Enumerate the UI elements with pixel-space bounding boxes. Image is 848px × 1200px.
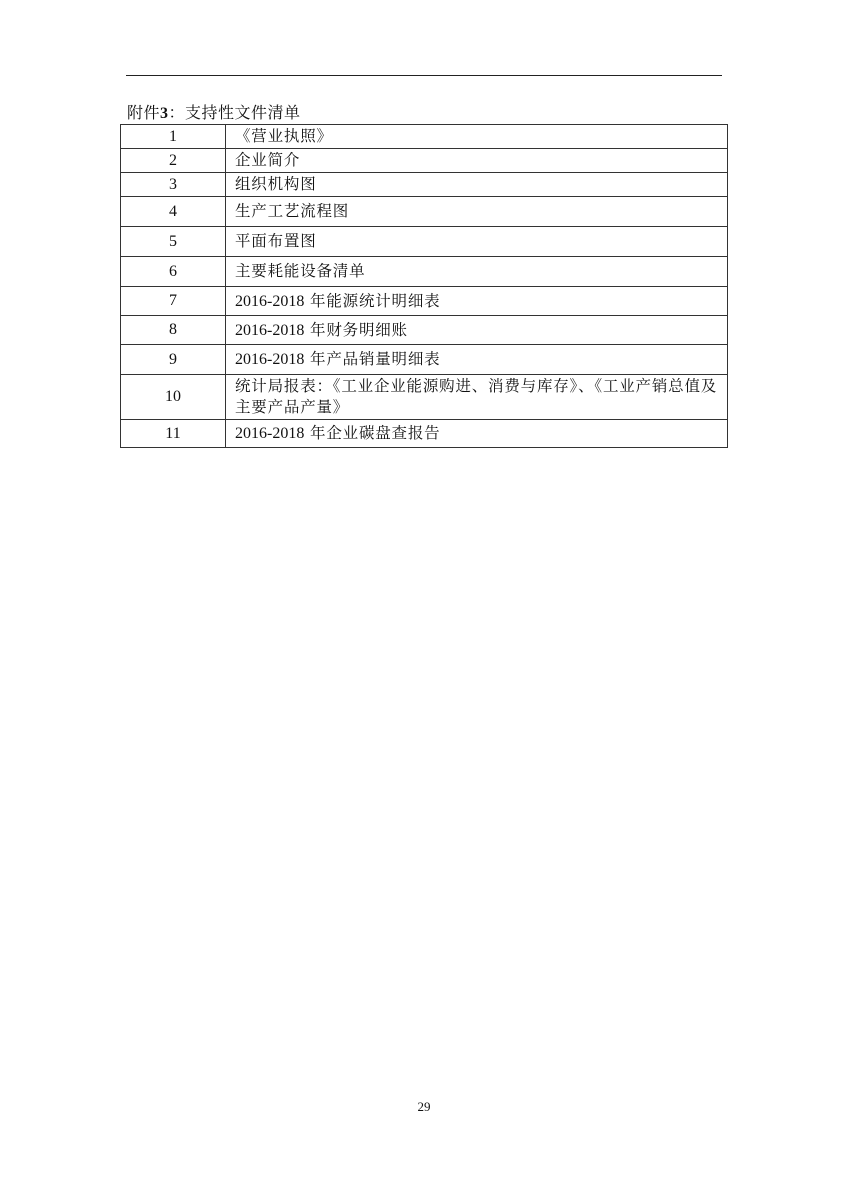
document-name (226, 375, 728, 420)
document-years: 2016-2018 (235, 321, 305, 339)
table-row (121, 173, 728, 197)
row-number: 5 (121, 227, 226, 257)
table-row (121, 345, 728, 375)
document-name-text: 生产工艺流程图 (235, 202, 350, 220)
document-name-text: 主要耗能设备清单 (235, 262, 366, 280)
table-row (121, 287, 728, 316)
document-name (226, 345, 728, 375)
document-years: 2016-2018 (235, 292, 305, 310)
table-row (121, 227, 728, 257)
row-number: 2 (121, 149, 226, 173)
document-name-text: 企业简介 (235, 151, 301, 169)
row-number: 3 (121, 173, 226, 197)
document-name (226, 257, 728, 287)
document-name-text: 平面布置图 (235, 232, 317, 250)
document-name (226, 316, 728, 345)
attachment-prefix: 附件 (127, 103, 161, 122)
header-rule (126, 75, 722, 76)
document-name-text: 《营业执照》 (235, 127, 333, 145)
document-name (226, 149, 728, 173)
document-name-text: 年企业碳盘查报告 (304, 424, 441, 442)
table-row (121, 197, 728, 227)
row-number: 10 (121, 375, 226, 420)
document-name (226, 197, 728, 227)
page-number: 29 (417, 1099, 431, 1114)
document-name (226, 173, 728, 197)
document-name (226, 420, 728, 448)
attachment-title (127, 103, 301, 124)
document-name (226, 125, 728, 149)
document-name (226, 287, 728, 316)
document-table (120, 124, 728, 448)
table-row (121, 257, 728, 287)
attachment-title-text: ：支持性文件清单 (168, 103, 301, 122)
row-number: 4 (121, 197, 226, 227)
document-name-text: 统计局报表：《工业企业能源购进、消费与库存》、《工业产销总值及主要产品产量》 (235, 377, 718, 416)
table-row (121, 316, 728, 345)
table-row (121, 375, 728, 420)
document-name (226, 227, 728, 257)
document-name-text: 年财务明细账 (304, 320, 408, 339)
document-years: 2016-2018 (235, 425, 305, 442)
row-number: 8 (121, 316, 226, 345)
document-name-text: 年能源统计明细表 (304, 291, 441, 310)
table-row (121, 125, 728, 149)
row-number: 1 (121, 125, 226, 149)
row-number: 11 (121, 420, 226, 448)
row-number: 6 (121, 257, 226, 287)
table-row (121, 149, 728, 173)
row-number: 7 (121, 287, 226, 316)
document-years: 2016-2018 (235, 351, 305, 368)
document-name-text: 年产品销量明细表 (304, 350, 441, 368)
table-row (121, 420, 728, 448)
attachment-number: 3 (160, 105, 169, 122)
row-number: 9 (121, 345, 226, 375)
document-name-text: 组织机构图 (235, 175, 317, 193)
